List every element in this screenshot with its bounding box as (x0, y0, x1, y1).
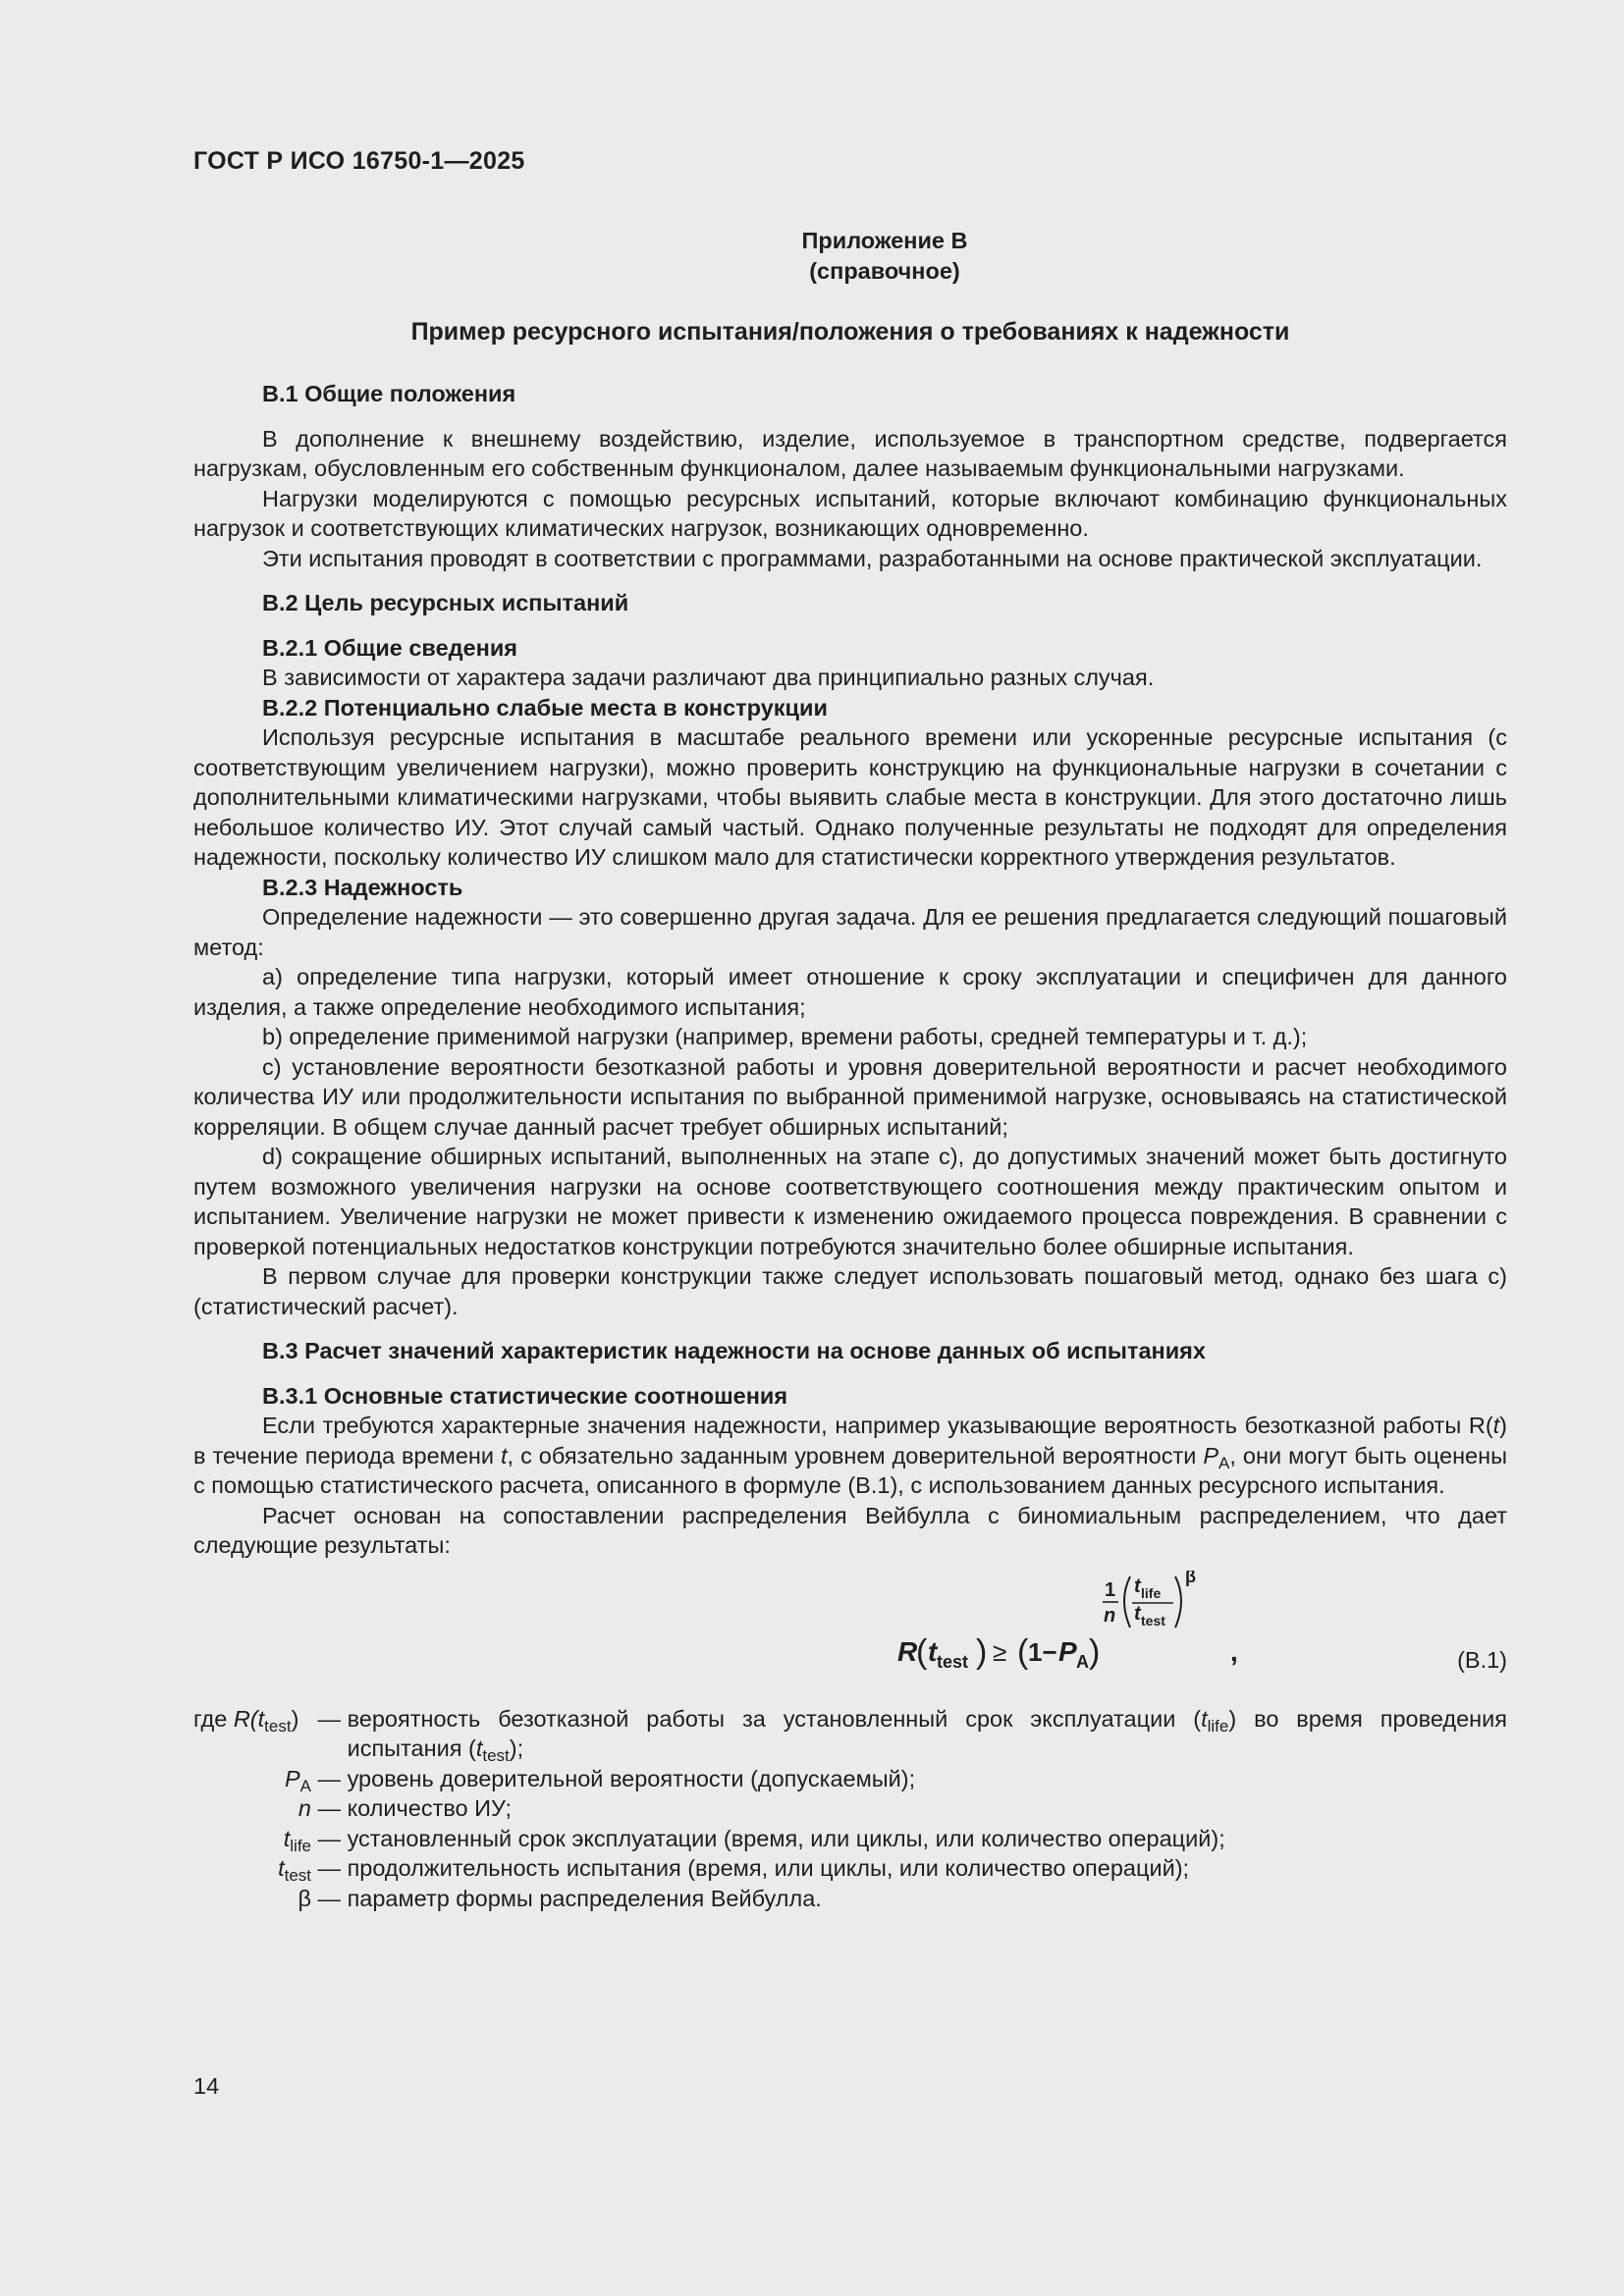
formula-P: P (1058, 1635, 1077, 1667)
formula-paren-close-1: ) (976, 1632, 988, 1671)
definition-term: $t_{test}$ (278, 1855, 311, 1885)
definition-item: где $R(t_{test})$ — вероятность безотказной работы за установленный срок эксплуатации $(t_{life})$ во время проведения испытания $(t_{test})$; (193, 1705, 1507, 1765)
definition-text: продолжительность испытания (время, или циклы, или количество операций); (347, 1855, 1190, 1881)
formula-exp-t-test: t (1134, 1602, 1141, 1625)
section-b23-paragraph-2: В первом случае для проверки конструкции также следует использовать пошаговый метод, однако без шага с) (статистический расчет). (193, 1263, 1507, 1319)
definition-item: $P_A$ — уровень доверительной вероятности (допускаемый); (193, 1764, 1507, 1794)
formula-paren-open-1: ( (916, 1632, 928, 1671)
definition-item: $t_{life}$ — установленный срок эксплуатации (время, или циклы, или количество операций); (193, 1824, 1507, 1854)
formula-exp-test-sub: test (1141, 1612, 1165, 1629)
formula-R: R (897, 1635, 918, 1667)
section-b31-heading: В.3.1 Основные статистические соотношения (262, 1382, 788, 1409)
definition-text: параметр формы распределения Вейбулла. (347, 1885, 822, 1911)
section-b22-paragraph: Используя ресурсные испытания в масштабе реального времени или ускоренные ресурсные испытания (с соответствующим увеличением нагрузки), можно проверить конструкцию на функциональные нагрузки в сочетании с дополнительными климатическими нагрузками, чтобы выявить слабые места в конструкции. Для этого достаточно лишь небольшое количество ИУ. Этот случай самый частый. Однако полученные результаты не подходят для определения надежности, поскольку количество ИУ слишком мало для статистически корректного утверждения результатов. (193, 724, 1507, 870)
definition-text: установленный срок эксплуатации (время, или циклы, или количество операций); (347, 1825, 1225, 1851)
definition-term: $P_A$ (284, 1765, 311, 1795)
section-b2-heading: В.2 Цель ресурсных испытаний (262, 590, 629, 615)
section-b1-paragraph-1: В дополнение к внешнему воздействию, изделие, используемое в транспортном средстве, подвергается нагрузкам, обусловленным его собственным функционалом, далее называемым функциональными нагрузками. (193, 425, 1507, 481)
formula-exp-t-life: t (1134, 1575, 1141, 1597)
section-b22-heading: В.2.2 Потенциально слабые места в конструкции (262, 694, 828, 721)
section-b31-paragraph-2: Расчет основан на сопоставлении распределения Вейбулла с биномиальным распределением, что дает следующие результаты: (193, 1502, 1507, 1558)
section-b1-paragraph-2: Нагрузки моделируются с помощью ресурсных испытаний, которые включают комбинацию функциональных нагрузок и соответствующих климатических нагрузок, возникающих одновременно. (193, 485, 1507, 541)
definition-term: β (298, 1885, 311, 1911)
definition-term: $t_{life}$ (283, 1825, 311, 1855)
formula-one-minus: 1− (1028, 1636, 1057, 1667)
appendix-label: Приложение В (801, 228, 968, 253)
document-code: ГОСТ Р ИСО 16750-1—2025 (193, 147, 525, 175)
formula-exp-n: n (1104, 1604, 1116, 1627)
formula-paren-open-2: ( (1017, 1632, 1029, 1671)
formula-graphic (694, 1571, 1244, 1694)
formula-paren-close-2: ) (1089, 1632, 1101, 1671)
definition-item: n — количество ИУ; (193, 1793, 1507, 1824)
formula-comma: , (1230, 1635, 1238, 1667)
formula-number: (В.1) (1457, 1646, 1507, 1673)
formula-A-sub: A (1076, 1651, 1089, 1672)
definition-text: вероятность безотказной работы за установленный срок эксплуатации $(t_{life})$ во время проведения испытания $(t_{test})$; (347, 1705, 1507, 1765)
definitions-list (193, 1704, 1507, 1914)
appendix-title: Пример ресурсного испытания/положения о требованиях к надежности (410, 318, 1290, 346)
definition-text: уровень доверительной вероятности (допускаемый); (347, 1765, 916, 1791)
page-number: 14 (193, 2073, 220, 2099)
appendix-kind: (справочное) (809, 258, 960, 284)
section-b1-heading: В.1 Общие положения (262, 381, 516, 406)
formula-test-sub: test (937, 1651, 969, 1672)
list-item-c: с) установление вероятности безотказной работы и уровня доверительной вероятности и расчет необходимого количества ИУ или продолжительности испытания по выбранной применимой нагрузке, основываясь на статистической корреляции. В общем случае данный расчет требует обширных испытаний; (193, 1053, 1507, 1140)
formula-exp-paren-open (1124, 1576, 1130, 1628)
section-b23-heading: В.2.3 Надежность (262, 874, 463, 900)
formula-beta: β (1185, 1570, 1196, 1586)
definition-item: β — параметр формы распределения Вейбулла. (193, 1884, 1507, 1914)
section-b23-paragraph-1: Определение надежности — это совершенно другая задача. Для ее решения предлагается следующий пошаговый метод: (193, 904, 1507, 960)
definition-item: $t_{test}$ — продолжительность испытания (время, или циклы, или количество операций); (193, 1853, 1507, 1884)
formula-exp-paren-close (1175, 1576, 1181, 1628)
formula-geq: ≥ (993, 1636, 1007, 1667)
definition-term: n (298, 1795, 311, 1821)
list-item-b: b) определение применимой нагрузки (например, времени работы, средней температуры и т. д.); (262, 1024, 1308, 1049)
definition-text: количество ИУ; (347, 1795, 512, 1821)
section-b1-paragraph-3: Эти испытания проводят в соответствии с программами, разработанными на основе практической эксплуатации. (262, 545, 1483, 571)
section-b31-paragraph-1: Если требуются характерные значения надежности, например указывающие вероятность безотказной работы R(t) в течение периода времени t, с обязательно заданным уровнем доверительной вероятности $P_A$, они могут быть оценены с помощью статистического расчета, описанного в формуле (В.1), с использованием данных ресурсного испытания. (193, 1413, 1507, 1498)
appendix-heading (193, 226, 1507, 287)
list-item-a: а) определение типа нагрузки, который имеет отношение к сроку эксплуатации и специфичен для данного изделия, а также определение необходимого испытания; (193, 964, 1507, 1020)
formula-t: t (928, 1635, 938, 1667)
section-b3-heading: В.3 Расчет значений характеристик надежности на основе данных об испытаниях (262, 1338, 1206, 1363)
document-body (193, 379, 1507, 1913)
formula-exp-one: 1 (1105, 1578, 1116, 1601)
formula-b1 (193, 1571, 1507, 1694)
section-b21-heading: В.2.1 Общие сведения (262, 634, 517, 661)
list-item-d: d) сокращение обширных испытаний, выполненных на этапе с), до допустимых значений может быть достигнуто путем возможного увеличения нагрузки на основе соответствующего соотношения между практическим опытом и испытанием. Увеличение нагрузки не может привести к изменению ожидаемого процесса повреждения. В сравнении с проверкой потенциальных недостатков конструкции потребуются значительно более обширные испытания. (193, 1144, 1507, 1259)
definition-term: где $R(t_{test})$ (193, 1705, 299, 1735)
formula-exp-life-sub: life (1141, 1584, 1162, 1601)
section-b21-paragraph: В зависимости от характера задачи различают два принципиально разных случая. (262, 665, 1155, 690)
